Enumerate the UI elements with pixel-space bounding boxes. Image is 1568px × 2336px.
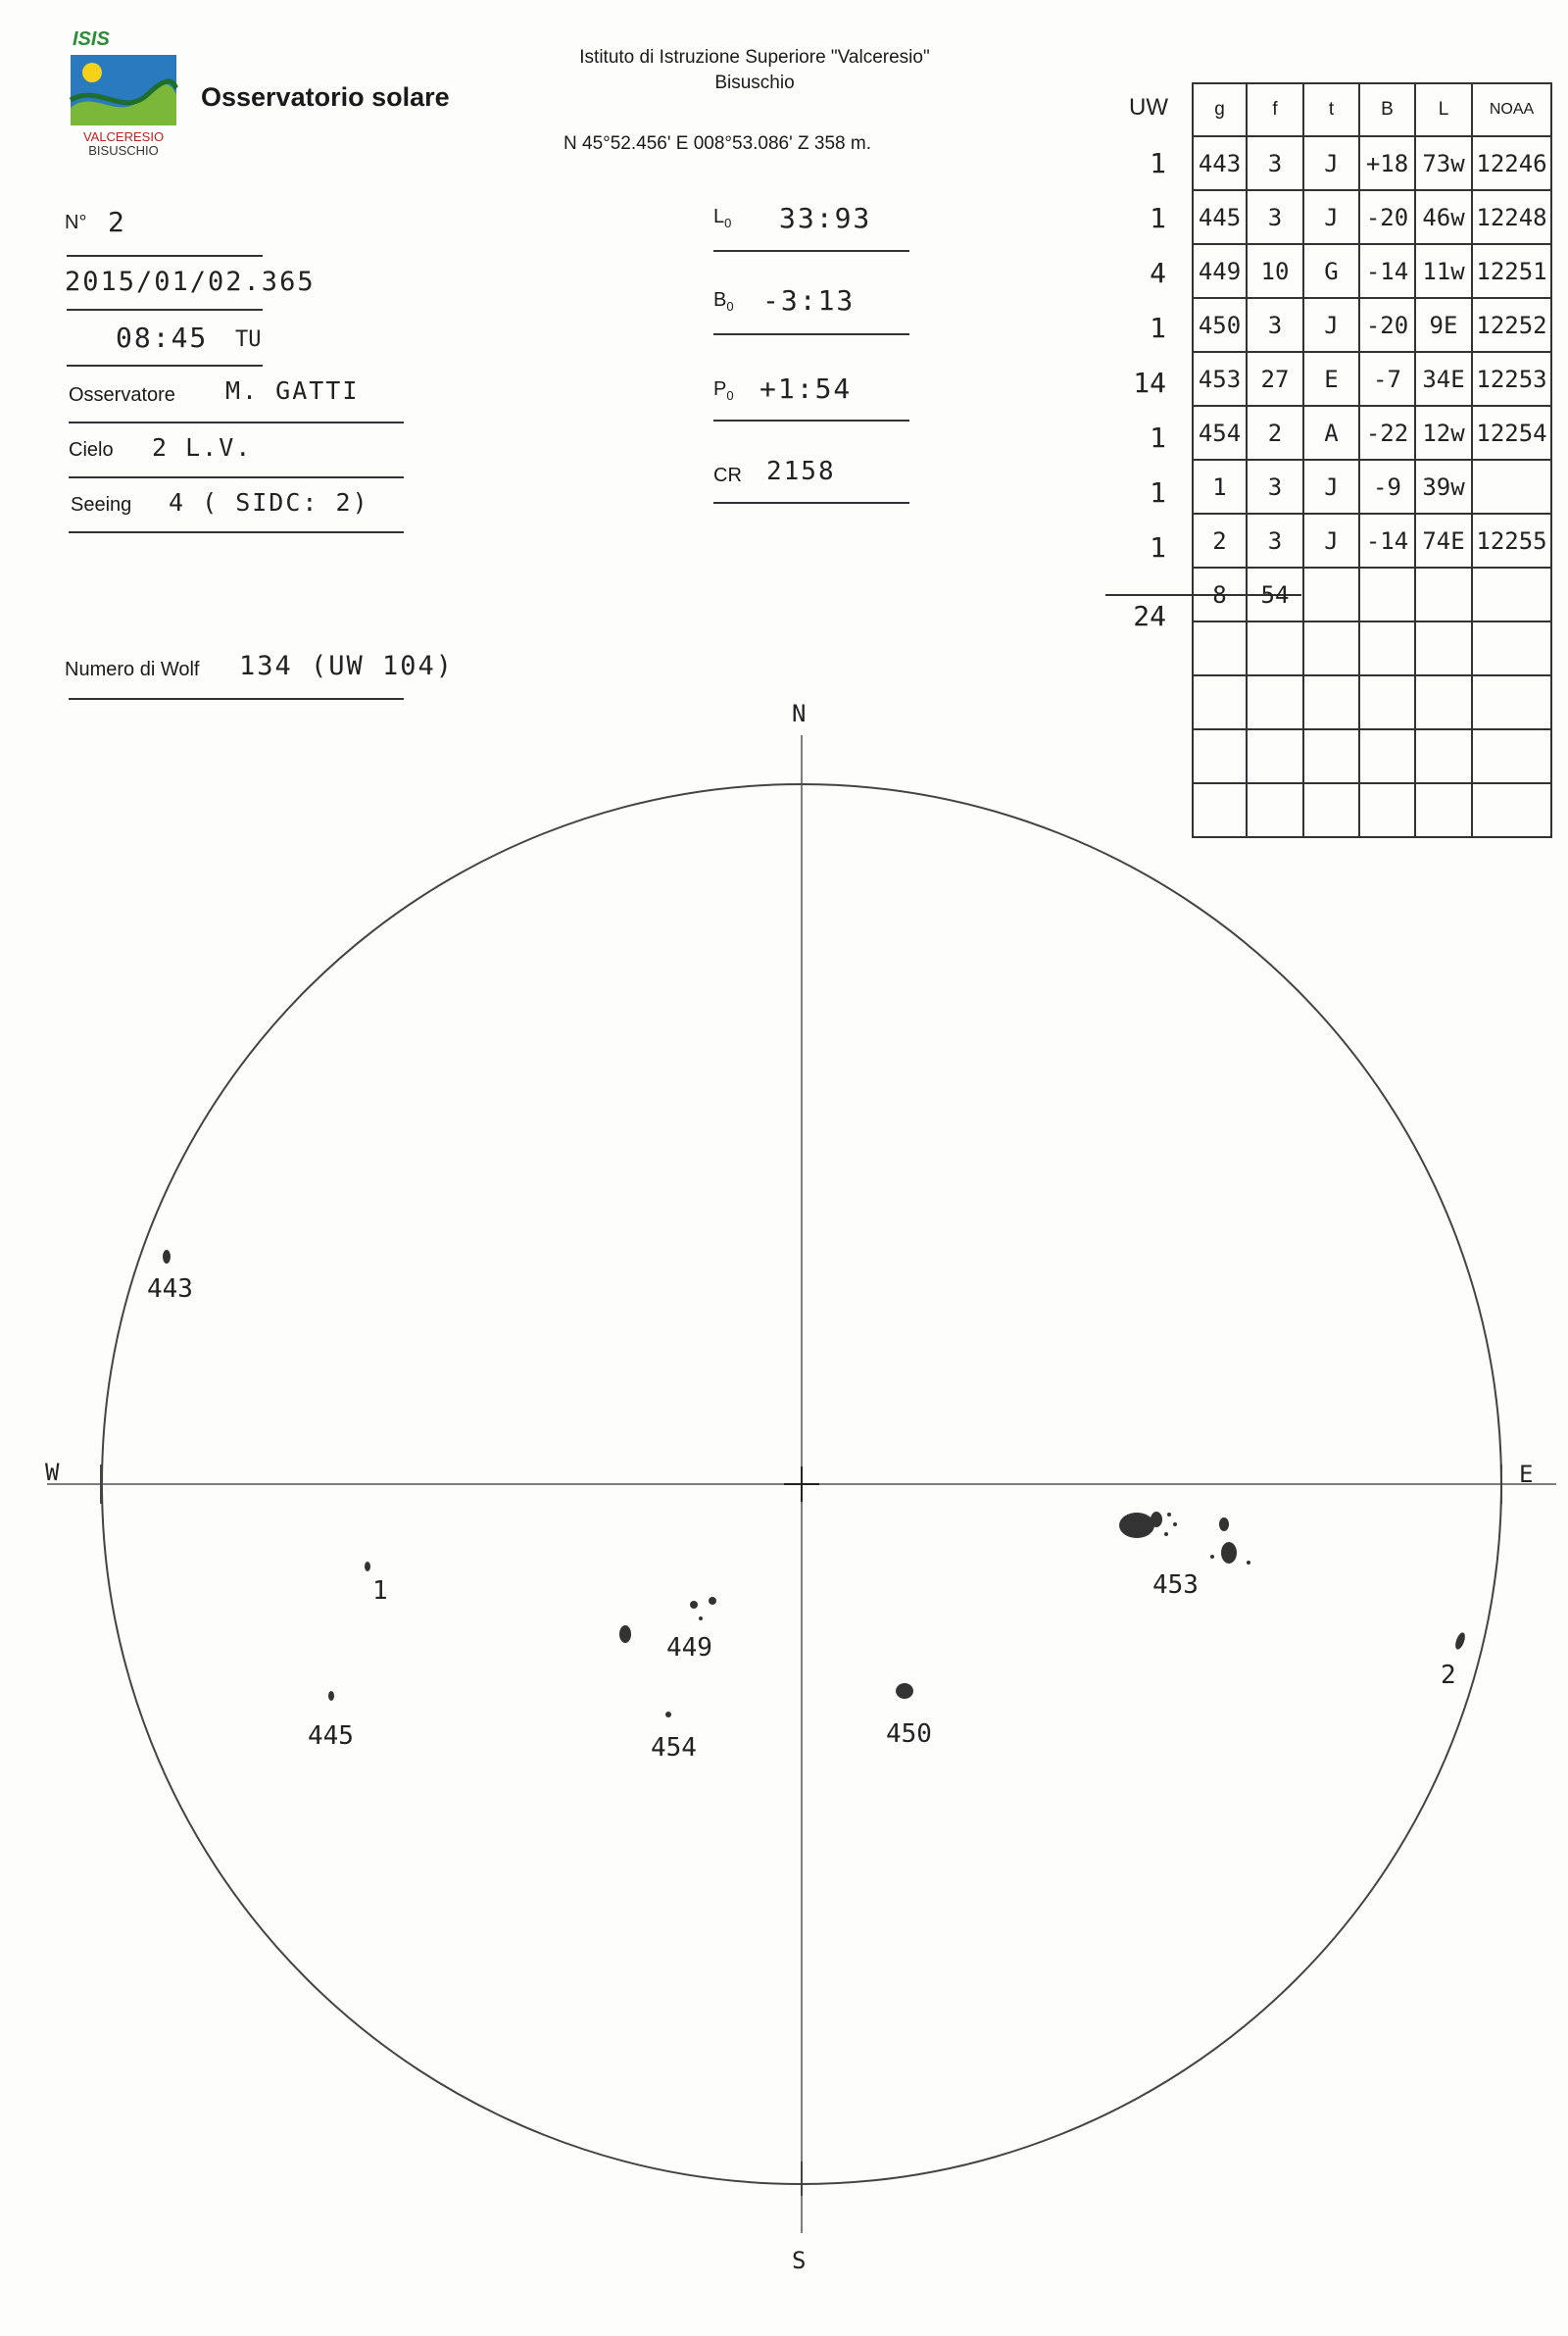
south-label: S [792, 2247, 807, 2274]
north-label: N [792, 700, 807, 727]
svg-text:VALCERESIO: VALCERESIO [82, 129, 165, 144]
cell-b: -20 [1359, 190, 1415, 244]
spot-449-main [619, 1625, 631, 1643]
cell-g: 445 [1193, 190, 1247, 244]
spot-453-b [1151, 1512, 1162, 1527]
group-label-454: 454 [651, 1733, 697, 1763]
l0-sub: 0 [724, 216, 732, 230]
cell-t: J [1303, 514, 1359, 568]
p0-sub: 0 [726, 388, 734, 403]
observatory-title: Osservatorio solare [201, 82, 450, 112]
cell-noaa: 12253 [1472, 352, 1551, 406]
wolf-value: 134 (UW 104) [239, 651, 455, 681]
cell-g: 453 [1193, 352, 1247, 406]
site-coordinates: N 45°52.456' E 008°53.086' Z 358 m. [564, 133, 871, 154]
cell-t: A [1303, 406, 1359, 460]
spot-443 [163, 1250, 171, 1264]
uw-cell: 4 [1150, 257, 1166, 289]
cell-l: 12w [1415, 406, 1472, 460]
cell-g: 449 [1193, 244, 1247, 298]
spot-453-follower [1221, 1542, 1237, 1564]
col-header-l: L [1415, 83, 1472, 136]
cell-noaa: 12252 [1472, 298, 1551, 352]
cr-label: CR [713, 465, 742, 486]
total-f: 54 [1247, 568, 1303, 621]
b0-value: -3:13 [762, 284, 856, 317]
spot-453-leader [1119, 1513, 1154, 1538]
cell-t: J [1303, 460, 1359, 514]
cell-b: -14 [1359, 514, 1415, 568]
cell-f: 3 [1247, 298, 1303, 352]
group-label-449: 449 [666, 1633, 712, 1663]
uw-header: UW [1129, 94, 1168, 121]
cell-g: 1 [1193, 460, 1247, 514]
col-header-g: g [1193, 83, 1247, 136]
cell-b: -9 [1359, 460, 1415, 514]
uw-cell: 14 [1133, 367, 1166, 399]
spot-453-c [1167, 1513, 1171, 1516]
cell-l: 74E [1415, 514, 1472, 568]
l0-letter: L [713, 206, 725, 227]
uw-cell: 1 [1150, 312, 1166, 344]
p0-letter: P [713, 378, 727, 400]
b0-letter: B [713, 289, 727, 311]
spot-449-b [690, 1601, 698, 1609]
uw-cell: 1 [1150, 476, 1166, 509]
cell-t: E [1303, 352, 1359, 406]
cell-noaa: 12248 [1472, 190, 1551, 244]
number-label: N° [65, 212, 87, 233]
time-value: 08:45 [116, 322, 209, 354]
group-label-443: 443 [147, 1274, 193, 1304]
col-header-b: B [1359, 83, 1415, 136]
cell-noaa: 12254 [1472, 406, 1551, 460]
sky-value: 2 L.V. [152, 433, 253, 462]
spot-1 [365, 1562, 370, 1571]
spot-449-d [699, 1616, 703, 1620]
seeing-label: Seeing [71, 494, 132, 516]
cell-t: J [1303, 190, 1359, 244]
wolf-label: Numero di Wolf [65, 659, 200, 680]
col-header-noaa: NOAA [1472, 83, 1551, 136]
group-label-453: 453 [1152, 1570, 1199, 1600]
uw-cell: 1 [1150, 531, 1166, 564]
cell-t: G [1303, 244, 1359, 298]
cell-b: -14 [1359, 244, 1415, 298]
institute-town: Bisuschio [714, 73, 795, 93]
spot-454 [665, 1712, 671, 1717]
cell-f: 3 [1247, 190, 1303, 244]
cell-l: 46w [1415, 190, 1472, 244]
spot-450 [896, 1683, 913, 1699]
spot-453-g [1210, 1555, 1214, 1559]
cell-l: 9E [1415, 298, 1472, 352]
cell-l: 34E [1415, 352, 1472, 406]
cell-f: 27 [1247, 352, 1303, 406]
cell-t: J [1303, 298, 1359, 352]
cell-b: -22 [1359, 406, 1415, 460]
cell-l: 39w [1415, 460, 1472, 514]
cell-b: -20 [1359, 298, 1415, 352]
time-suffix: TU [235, 327, 262, 352]
spot-2 [1453, 1631, 1467, 1651]
cell-noaa: 12255 [1472, 514, 1551, 568]
cell-g: 2 [1193, 514, 1247, 568]
date-value: 2015/01/02.365 [65, 267, 316, 297]
institute-name: Istituto di Istruzione Superiore "Valceresio" [579, 47, 930, 68]
east-label: E [1519, 1461, 1534, 1488]
spot-453-d [1173, 1522, 1177, 1526]
spot-453-h [1247, 1561, 1250, 1565]
b0-sub: 0 [726, 299, 734, 314]
cell-l: 73w [1415, 136, 1472, 190]
cell-noaa: 12246 [1472, 136, 1551, 190]
cell-f: 3 [1247, 514, 1303, 568]
spot-453-f [1219, 1517, 1229, 1531]
spot-449-c [709, 1597, 716, 1605]
cell-l: 11w [1415, 244, 1472, 298]
cell-f: 10 [1247, 244, 1303, 298]
col-header-f: f [1247, 83, 1303, 136]
cell-b: -7 [1359, 352, 1415, 406]
uw-cell: 1 [1150, 202, 1166, 234]
cell-g: 454 [1193, 406, 1247, 460]
spot-453-e [1164, 1532, 1168, 1536]
uw-cell: 1 [1150, 422, 1166, 454]
p0-value: +1:54 [760, 373, 853, 405]
cell-t: J [1303, 136, 1359, 190]
group-label-2: 2 [1441, 1661, 1456, 1690]
cell-f: 2 [1247, 406, 1303, 460]
svg-text:BISUSCHIO: BISUSCHIO [88, 143, 159, 158]
group-label-450: 450 [886, 1719, 932, 1749]
cell-noaa: 12251 [1472, 244, 1551, 298]
spot-445 [328, 1691, 334, 1701]
sky-label: Cielo [69, 439, 114, 461]
group-label-445: 445 [308, 1721, 354, 1751]
col-header-t: t [1303, 83, 1359, 136]
cell-g: 450 [1193, 298, 1247, 352]
cell-f: 3 [1247, 136, 1303, 190]
number-value: 2 [108, 206, 126, 238]
group-label-1: 1 [372, 1576, 388, 1606]
seeing-value: 4 ( SIDC: 2) [169, 488, 369, 517]
svg-text:ISIS: ISIS [73, 29, 110, 50]
uw-total: 24 [1133, 600, 1166, 632]
cell-f: 3 [1247, 460, 1303, 514]
total-g: 8 [1193, 568, 1247, 621]
cell-b: +18 [1359, 136, 1415, 190]
uw-cell: 1 [1150, 147, 1166, 179]
observer-value: M. GATTI [225, 376, 360, 405]
cr-value: 2158 [766, 457, 836, 486]
l0-value: 33:93 [779, 202, 872, 234]
west-label: W [45, 1459, 60, 1486]
observer-label: Osservatore [69, 384, 175, 406]
cell-g: 443 [1193, 136, 1247, 190]
